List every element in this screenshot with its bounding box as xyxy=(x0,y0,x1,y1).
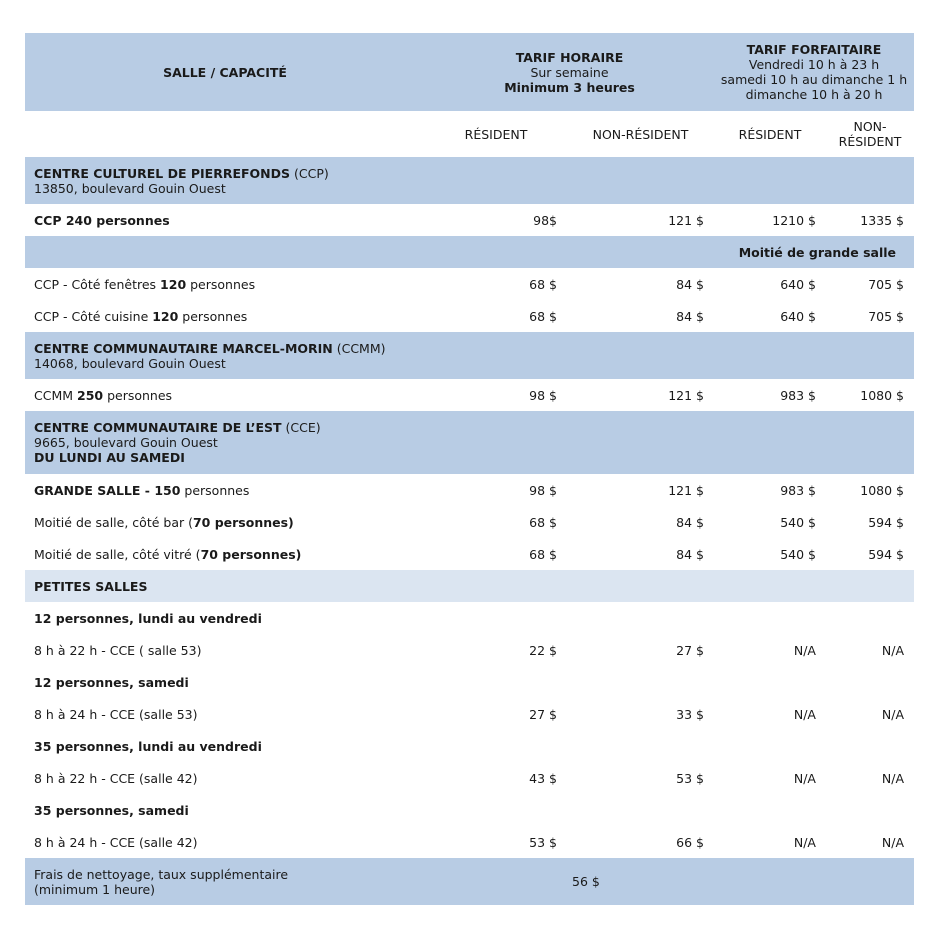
section-ccp: CENTRE CULTUREL DE PIERREFONDS (CCP) 13850, boulevard Gouin Ouest xyxy=(25,157,914,204)
rates-table xyxy=(25,33,914,905)
table-row: CCP 240 personnes 98$ 121 $ 1210 $ 1335 $ xyxy=(34,212,905,228)
table-row: 8 h à 22 h - CCE (salle 42) 43 $ 53 $ N/A N/A xyxy=(34,770,905,786)
table-row: 8 h à 22 h - CCE ( salle 53) 22 $ 27 $ N/A N/A xyxy=(34,642,905,658)
forfait-line1: Vendredi 10 h à 23 h xyxy=(748,57,880,72)
forfait-line2: samedi 10 h au dimanche 1 h xyxy=(720,72,908,87)
subheader-h-nonres: NON-RÉSIDENT xyxy=(592,126,689,142)
frais-value: 56 $ xyxy=(572,874,600,889)
section-petites-salles xyxy=(25,570,914,602)
ccp-address: 13850, boulevard Gouin Ouest xyxy=(34,180,226,196)
cce-days: DU LUNDI AU SAMEDI xyxy=(34,450,185,465)
table-row: 8 h à 24 h - CCE (salle 53) 27 $ 33 $ N/A N/A xyxy=(34,706,905,722)
half-salle-label: Moitié de grande salle xyxy=(738,244,897,260)
table-header-row xyxy=(25,33,914,111)
header-salle: SALLE / CAPACITÉ xyxy=(163,64,287,80)
subheader-f-res: RÉSIDENT xyxy=(738,126,802,142)
table-row: CCMM 250 personnes 98 $ 121 $ 983 $ 1080 $ xyxy=(34,387,905,403)
group-title-row: 12 personnes, lundi au vendredi xyxy=(34,610,262,626)
forfait-line3: dimanche 10 h à 20 h xyxy=(745,87,883,102)
ccp-name: CENTRE CULTUREL DE PIERREFONDS xyxy=(34,165,291,181)
horaire-line1: Sur semaine xyxy=(530,64,609,80)
frais-line2: (minimum 1 heure) xyxy=(34,881,156,897)
table-row: 8 h à 24 h - CCE (salle 42) 53 $ 66 $ N/A N/A xyxy=(34,834,905,850)
table-row: CCP - Côté fenêtres 120 personnes 68 $ 84 $ 640 $ 705 $ xyxy=(34,276,905,292)
subheader-row xyxy=(25,111,914,157)
petites-title: PETITES SALLES xyxy=(34,578,148,594)
table-row: CCP - Côté cuisine 120 personnes 68 $ 84 $ 640 $ 705 $ xyxy=(34,308,905,324)
horaire-line2: Minimum 3 heures xyxy=(504,79,635,95)
group-title-row: 12 personnes, samedi xyxy=(34,674,189,690)
frais-row xyxy=(25,858,914,905)
header-tarif-horaire xyxy=(425,33,714,111)
table-row: Moitié de salle, côté vitré (70 personnes) 68 $ 84 $ 540 $ 594 $ xyxy=(34,546,905,562)
group-title-row: 35 personnes, samedi xyxy=(34,802,189,818)
table-row: GRANDE SALLE - 150 personnes 98 $ 121 $ 983 $ 1080 $ xyxy=(34,482,905,498)
half-salle-row xyxy=(25,236,914,268)
header-tarif-forfaitaire xyxy=(714,33,914,111)
table-row: Moitié de salle, côté bar (70 personnes) 68 $ 84 $ 540 $ 594 $ xyxy=(34,514,905,530)
cce-address: 9665, boulevard Gouin Ouest xyxy=(34,435,218,450)
group-title-row: 35 personnes, lundi au vendredi xyxy=(34,738,262,754)
section-ccmm: CENTRE COMMUNAUTAIRE MARCEL-MORIN (CCMM) 14068, boulevard Gouin Ouest xyxy=(25,332,914,379)
subheader-h-res: RÉSIDENT xyxy=(464,126,528,142)
ccmm-name: CENTRE COMMUNAUTAIRE MARCEL-MORIN xyxy=(34,340,333,356)
section-cce: CENTRE COMMUNAUTAIRE DE L’EST (CCE) 9665, boulevard Gouin Ouest DU LUNDI AU SAMEDI xyxy=(25,411,914,474)
frais-line1: Frais de nettoyage, taux supplémentaire xyxy=(34,866,289,882)
cce-name: CENTRE COMMUNAUTAIRE DE L’EST xyxy=(34,420,282,435)
horaire-title: TARIF HORAIRE xyxy=(515,49,624,65)
forfait-title: TARIF FORFAITAIRE xyxy=(746,42,882,57)
ccmm-address: 14068, boulevard Gouin Ouest xyxy=(34,355,226,371)
subheader-f-nonres: NON- RÉSIDENT xyxy=(838,119,902,149)
